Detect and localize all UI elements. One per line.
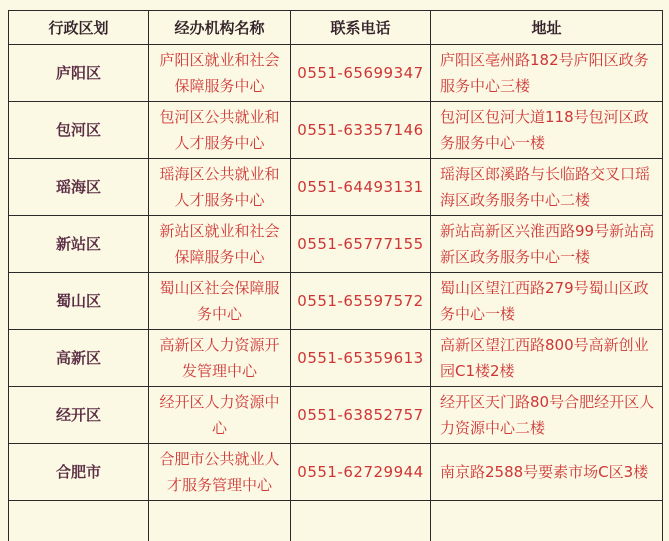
table-header [9,11,663,45]
district-name: 蜀山区 [9,273,149,330]
address: 蜀山区望江西路279号蜀山区政务中心一楼 [431,273,663,330]
agency-name: 经开区人力资源中心 [149,387,291,444]
agency-name: 瑶海区公共就业和人才服务中心 [149,159,291,216]
district-name: 高新区 [9,330,149,387]
phone-number [291,501,431,541]
table-row-partial [9,501,663,541]
district-name: 经开区 [9,387,149,444]
agency-name: 包河区公共就业和人才服务中心 [149,102,291,159]
agency-name: 合肥市公共就业人才服务管理中心 [149,444,291,501]
header-row [9,11,663,45]
agency-contact-table [8,10,663,541]
district-name: 瑶海区 [9,159,149,216]
header-agency: 经办机构名称 [149,11,291,45]
district-name: 新站区 [9,216,149,273]
address: 南京路2588号要素市场C区3楼 [431,444,663,501]
district-name [9,501,149,541]
table-body [9,45,663,541]
table-row [9,273,663,330]
address: 瑶海区郎溪路与长临路交叉口瑶海区政务服务中心二楼 [431,159,663,216]
phone-number: 0551-64493131 [291,159,431,216]
header-address: 地址 [431,11,663,45]
address: 高新区望江西路800号高新创业园C1楼2楼 [431,330,663,387]
address [431,501,663,541]
table-row [9,216,663,273]
agency-name: 高新区人力资源开发管理中心 [149,330,291,387]
phone-number: 0551-65699347 [291,45,431,102]
header-phone: 联系电话 [291,11,431,45]
district-name: 合肥市 [9,444,149,501]
agency-name: 蜀山区社会保障服务中心 [149,273,291,330]
table-row [9,444,663,501]
address: 新站高新区兴淮西路99号新站高新区政务服务中心一楼 [431,216,663,273]
agency-name: 新站区就业和社会保障服务中心 [149,216,291,273]
phone-number: 0551-65777155 [291,216,431,273]
phone-number: 0551-65597572 [291,273,431,330]
phone-number: 0551-63852757 [291,387,431,444]
district-name: 包河区 [9,102,149,159]
table-row [9,159,663,216]
table-row [9,387,663,444]
agency-name: 庐阳区就业和社会保障服务中心 [149,45,291,102]
header-district: 行政区划 [9,11,149,45]
address: 经开区天门路80号合肥经开区人力资源中心二楼 [431,387,663,444]
table-row [9,330,663,387]
phone-number: 0551-62729944 [291,444,431,501]
phone-number: 0551-63357146 [291,102,431,159]
district-name: 庐阳区 [9,45,149,102]
agency-name [149,501,291,541]
address: 包河区包河大道118号包河区政务服务中心一楼 [431,102,663,159]
table-row [9,45,663,102]
table-row [9,102,663,159]
phone-number: 0551-65359613 [291,330,431,387]
address: 庐阳区亳州路182号庐阳区政务服务中心三楼 [431,45,663,102]
